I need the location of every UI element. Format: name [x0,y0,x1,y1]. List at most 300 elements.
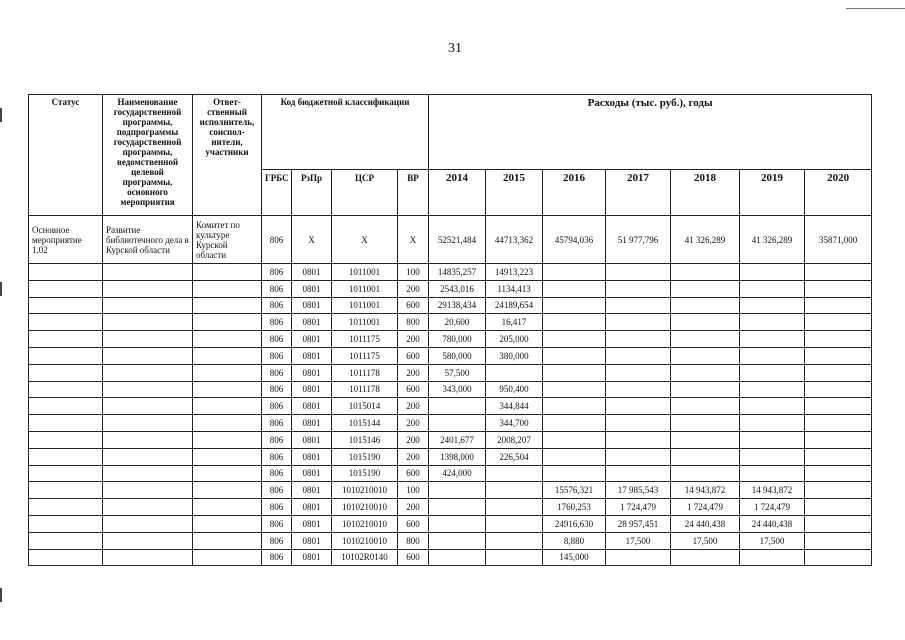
cell-value [486,482,543,499]
cell-value [805,331,872,348]
cell-vr: 100 [398,264,429,281]
cell-grbs: 806 [262,347,292,364]
main-value: 35871,000 [805,216,872,264]
cell-value [429,515,486,532]
cell-value [543,431,606,448]
empty-cell [193,264,262,281]
cell-value [486,532,543,549]
table-row [29,431,872,448]
cell-rzpr: 0801 [292,532,332,549]
cell-value [429,415,486,432]
cell-rzpr: 0801 [292,465,332,482]
cell-value [671,415,740,432]
cell-vr: 600 [398,515,429,532]
cell-value: 343,000 [429,381,486,398]
empty-cell [103,280,193,297]
empty-cell [193,515,262,532]
cell-grbs: 806 [262,448,292,465]
cell-value: 57,500 [429,364,486,381]
empty-cell [103,549,193,566]
cell-value [740,264,805,281]
cell-value [543,364,606,381]
cell-value: 1 724,479 [606,499,671,516]
table-row [29,499,872,516]
table-row [29,549,872,566]
main-value: 41 326,289 [671,216,740,264]
main-value: 41 326,289 [740,216,805,264]
cell-csr: 1015014 [332,398,398,415]
cell-value: 24 440,438 [740,515,805,532]
table-row [29,532,872,549]
cell-value: 226,504 [486,448,543,465]
cell-value: 380,000 [486,347,543,364]
main-status: Основное мероприятие 1.02 [29,216,103,264]
cell-value: 14913,223 [486,264,543,281]
empty-cell [193,549,262,566]
header-grbs: ГРБС [262,170,292,216]
cell-csr: 1011001 [332,264,398,281]
empty-cell [103,364,193,381]
cell-value [671,431,740,448]
cell-value: 14835,257 [429,264,486,281]
cell-value [671,347,740,364]
table-row [29,482,872,499]
cell-value: 24 440,438 [671,515,740,532]
scan-margin-mark [0,588,2,602]
cell-csr: 1011175 [332,347,398,364]
cell-value [606,280,671,297]
cell-csr: 1011001 [332,314,398,331]
empty-cell [193,448,262,465]
cell-grbs: 806 [262,415,292,432]
cell-value [429,549,486,566]
cell-csr: 1010210010 [332,532,398,549]
cell-value [805,280,872,297]
cell-csr: 1011178 [332,364,398,381]
empty-cell [29,280,103,297]
cell-csr: 1010210010 [332,515,398,532]
cell-value: 580,000 [429,347,486,364]
cell-value: 2543,016 [429,280,486,297]
empty-cell [193,482,262,499]
table-row [29,515,872,532]
cell-value [671,398,740,415]
empty-cell [193,297,262,314]
cell-rzpr: 0801 [292,364,332,381]
cell-value [606,415,671,432]
main-value: 52521,484 [429,216,486,264]
empty-cell [29,431,103,448]
cell-vr: 200 [398,431,429,448]
table-row [29,264,872,281]
cell-vr: 200 [398,364,429,381]
empty-cell [103,264,193,281]
empty-cell [103,532,193,549]
cell-value [486,549,543,566]
cell-value [740,280,805,297]
cell-value [606,431,671,448]
empty-cell [193,331,262,348]
empty-cell [193,499,262,516]
empty-cell [103,347,193,364]
empty-cell [103,297,193,314]
cell-value: 28 957,451 [606,515,671,532]
cell-rzpr: 0801 [292,415,332,432]
table-row [29,381,872,398]
cell-value: 1 724,479 [740,499,805,516]
cell-value: 2401,677 [429,431,486,448]
cell-vr: 100 [398,482,429,499]
empty-cell [29,415,103,432]
cell-vr: 600 [398,381,429,398]
cell-csr: 1015190 [332,465,398,482]
cell-csr: 1011001 [332,297,398,314]
cell-value [606,297,671,314]
cell-value [671,448,740,465]
cell-value [805,431,872,448]
cell-value [606,314,671,331]
header-row-top [29,95,872,170]
cell-value [740,465,805,482]
cell-value [543,448,606,465]
cell-csr: 10102R0140 [332,549,398,566]
cell-csr: 1010210010 [332,482,398,499]
cell-value [543,465,606,482]
cell-value [543,381,606,398]
cell-value: 1398,000 [429,448,486,465]
cell-vr: 600 [398,297,429,314]
cell-value [805,448,872,465]
empty-cell [29,331,103,348]
table-row [29,347,872,364]
header-year: 2020 [805,170,872,216]
cell-vr: 200 [398,499,429,516]
cell-value [805,415,872,432]
cell-value: 424,000 [429,465,486,482]
cell-vr: 600 [398,465,429,482]
cell-grbs: 806 [262,499,292,516]
cell-vr: 600 [398,347,429,364]
cell-value: 8,880 [543,532,606,549]
cell-rzpr: 0801 [292,314,332,331]
top-rule [846,8,905,9]
empty-cell [103,415,193,432]
cell-value [543,280,606,297]
cell-value [671,297,740,314]
cell-value [805,482,872,499]
main-name: Развитие библиотечного дела в Курской области [103,216,193,264]
page-number: 31 [448,41,462,56]
cell-value [606,465,671,482]
cell-value [805,264,872,281]
cell-value: 17 985,543 [606,482,671,499]
cell-value [740,314,805,331]
empty-cell [29,347,103,364]
budget-table [28,94,872,566]
cell-value [740,297,805,314]
cell-vr: 200 [398,398,429,415]
cell-grbs: 806 [262,465,292,482]
cell-value: 17,500 [740,532,805,549]
empty-cell [103,465,193,482]
cell-value: 344,700 [486,415,543,432]
header-year: 2016 [543,170,606,216]
cell-value [805,499,872,516]
cell-grbs: 806 [262,431,292,448]
empty-cell [103,381,193,398]
table-row [29,415,872,432]
empty-cell [193,280,262,297]
empty-cell [193,314,262,331]
cell-rzpr: 0801 [292,297,332,314]
cell-grbs: 806 [262,482,292,499]
main-executor: Комитет по культуре Курской области [193,216,262,264]
cell-value: 29138,434 [429,297,486,314]
empty-cell [103,499,193,516]
cell-value [805,381,872,398]
main-value: 44713,362 [486,216,543,264]
header-vr: ВР [398,170,429,216]
cell-value [486,364,543,381]
cell-grbs: 806 [262,549,292,566]
cell-value [429,398,486,415]
header-year: 2017 [606,170,671,216]
cell-value [543,347,606,364]
cell-value [429,499,486,516]
cell-grbs: 806 [262,381,292,398]
cell-value [805,515,872,532]
cell-value: 14 943,872 [740,482,805,499]
cell-value [429,482,486,499]
empty-cell [103,398,193,415]
header-rzpr: РзПр [292,170,332,216]
table-row [29,331,872,348]
empty-cell [29,482,103,499]
cell-value [740,431,805,448]
cell-grbs: 806 [262,532,292,549]
header-executor: Ответ-ственный исполнитель, соиспол-нители, участники [193,95,262,216]
table-row [29,448,872,465]
cell-value [606,549,671,566]
cell-vr: 200 [398,280,429,297]
empty-cell [103,448,193,465]
empty-cell [29,398,103,415]
main-rzpr: Х [292,216,332,264]
cell-value [606,364,671,381]
cell-vr: 200 [398,331,429,348]
cell-rzpr: 0801 [292,264,332,281]
header-csr: ЦСР [332,170,398,216]
cell-grbs: 806 [262,331,292,348]
header-status: Статус [29,95,103,216]
cell-value: 24189,654 [486,297,543,314]
cell-grbs: 806 [262,264,292,281]
cell-value [740,347,805,364]
cell-rzpr: 0801 [292,482,332,499]
cell-value [486,499,543,516]
empty-cell [29,297,103,314]
cell-value [671,364,740,381]
empty-cell [193,532,262,549]
cell-value [486,515,543,532]
cell-value: 145,000 [543,549,606,566]
cell-rzpr: 0801 [292,515,332,532]
empty-cell [29,549,103,566]
empty-cell [29,448,103,465]
cell-value [671,331,740,348]
empty-cell [29,314,103,331]
cell-rzpr: 0801 [292,549,332,566]
cell-value: 20,600 [429,314,486,331]
empty-cell [193,415,262,432]
cell-value: 2008,207 [486,431,543,448]
empty-cell [193,465,262,482]
cell-value [805,549,872,566]
cell-value [543,314,606,331]
cell-value [606,264,671,281]
cell-value [740,448,805,465]
cell-grbs: 806 [262,314,292,331]
cell-value [805,465,872,482]
cell-value [486,465,543,482]
main-csr: Х [332,216,398,264]
cell-value [429,532,486,549]
cell-value: 16,417 [486,314,543,331]
cell-value: 15576,321 [543,482,606,499]
cell-value [543,415,606,432]
main-activity-row [29,216,872,264]
table-row [29,280,872,297]
cell-value [606,398,671,415]
empty-cell [103,314,193,331]
cell-rzpr: 0801 [292,381,332,398]
cell-vr: 200 [398,448,429,465]
cell-value: 344,844 [486,398,543,415]
empty-cell [103,431,193,448]
cell-vr: 600 [398,549,429,566]
empty-cell [29,264,103,281]
scan-margin-mark [0,282,2,296]
header-code-group: Код бюджетной классификации [262,95,429,170]
table-row [29,398,872,415]
empty-cell [29,499,103,516]
cell-value: 1 724,479 [671,499,740,516]
main-value: 45794,036 [543,216,606,264]
cell-value [805,532,872,549]
header-year: 2019 [740,170,805,216]
cell-value [805,297,872,314]
empty-cell [193,398,262,415]
main-grbs: 806 [262,216,292,264]
table-row [29,364,872,381]
cell-value [805,347,872,364]
cell-value [805,398,872,415]
cell-grbs: 806 [262,297,292,314]
main-vr: Х [398,216,429,264]
cell-value: 17,500 [671,532,740,549]
cell-value: 24916,630 [543,515,606,532]
cell-value [606,448,671,465]
cell-value [740,364,805,381]
cell-csr: 1010210010 [332,499,398,516]
cell-value [606,331,671,348]
empty-cell [103,331,193,348]
cell-value [805,364,872,381]
table-row [29,465,872,482]
cell-value [740,381,805,398]
data-rows [29,264,872,566]
cell-value: 1134,413 [486,280,543,297]
cell-value [740,549,805,566]
cell-vr: 200 [398,415,429,432]
empty-cell [193,431,262,448]
empty-cell [29,364,103,381]
cell-value [671,465,740,482]
header-name: Наименование государственной программы, подпрограммы государственной программы, ведомственной целевой программы, основного мероприятия [103,95,193,216]
table-row [29,314,872,331]
cell-value: 780,000 [429,331,486,348]
cell-value [543,264,606,281]
empty-cell [29,381,103,398]
empty-cell [29,532,103,549]
cell-grbs: 806 [262,364,292,381]
cell-csr: 1011001 [332,280,398,297]
cell-grbs: 806 [262,280,292,297]
cell-csr: 1011178 [332,381,398,398]
cell-value [606,381,671,398]
header-expenses-group: Расходы (тыс. руб.), годы [429,95,872,170]
cell-value [671,549,740,566]
cell-grbs: 806 [262,398,292,415]
cell-value [543,331,606,348]
cell-rzpr: 0801 [292,448,332,465]
cell-value [543,398,606,415]
cell-rzpr: 0801 [292,347,332,364]
cell-value: 17,500 [606,532,671,549]
cell-rzpr: 0801 [292,431,332,448]
cell-value: 14 943,872 [671,482,740,499]
cell-vr: 800 [398,532,429,549]
cell-value [671,381,740,398]
cell-rzpr: 0801 [292,280,332,297]
table-row [29,297,872,314]
cell-csr: 1011175 [332,331,398,348]
header-year: 2015 [486,170,543,216]
empty-cell [103,515,193,532]
cell-csr: 1015190 [332,448,398,465]
cell-value: 205,000 [486,331,543,348]
cell-value: 950,400 [486,381,543,398]
empty-cell [193,364,262,381]
cell-value [671,264,740,281]
cell-value [805,314,872,331]
cell-rzpr: 0801 [292,499,332,516]
cell-vr: 800 [398,314,429,331]
cell-value [543,297,606,314]
cell-value [606,347,671,364]
cell-value [740,398,805,415]
cell-rzpr: 0801 [292,331,332,348]
cell-value: 1760,253 [543,499,606,516]
cell-value [740,331,805,348]
header-year: 2014 [429,170,486,216]
cell-value [671,280,740,297]
header-year: 2018 [671,170,740,216]
cell-grbs: 806 [262,515,292,532]
empty-cell [29,515,103,532]
empty-cell [193,381,262,398]
scan-margin-mark [0,108,2,122]
